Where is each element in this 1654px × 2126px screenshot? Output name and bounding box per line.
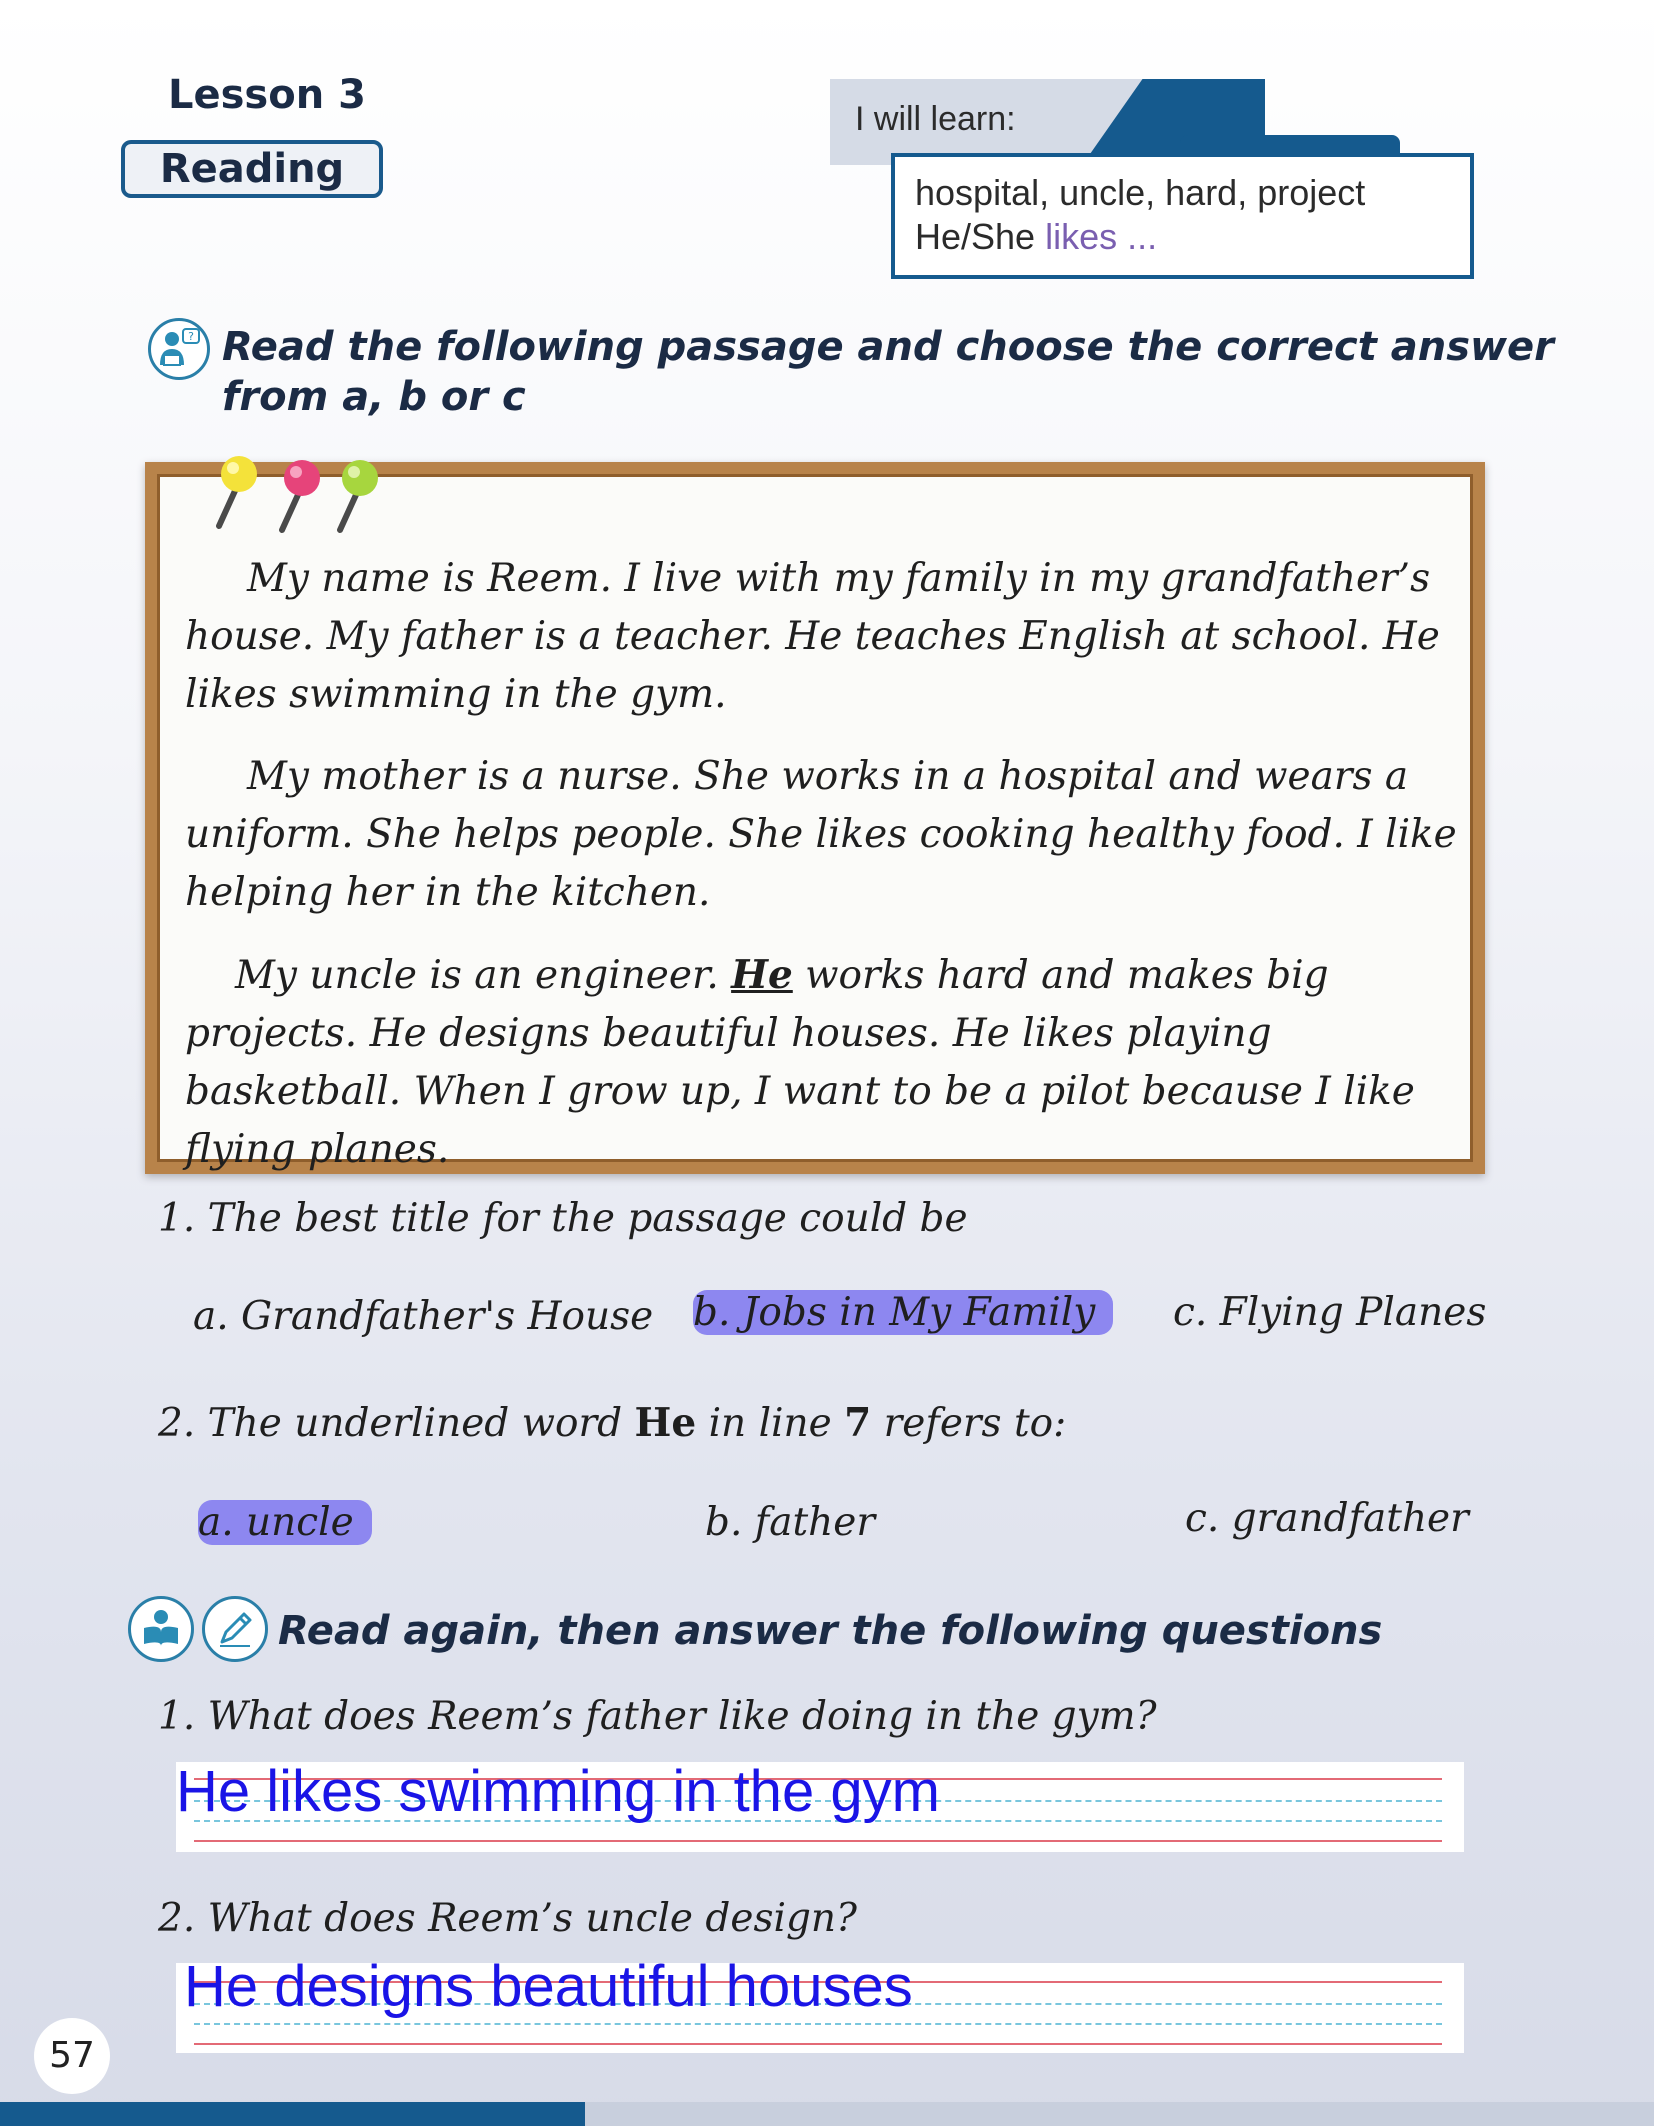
- reading-icon: [128, 1596, 194, 1662]
- mcq2-option-a[interactable]: [198, 1500, 372, 1545]
- pencil-icon: [202, 1596, 268, 1662]
- passage-paragraph-3: My uncle is an engineer. He works hard and makes big projects. He designs beautiful houses. He likes playing basketball. When I grow up, I want to be a pilot because I like flying planes.: [185, 952, 1415, 1172]
- mcq2-question: 2. The underlined word He in line 7 refers to:: [158, 1400, 1067, 1446]
- yellow-pin-icon: [205, 452, 265, 532]
- learn-vocabulary: hospital, uncle, hard, project: [915, 172, 1366, 213]
- open-question-2: 2. What does Reem’s uncle design?: [158, 1896, 857, 1941]
- reading-question-icon: [148, 318, 210, 380]
- pink-pin-icon: [268, 456, 328, 536]
- section2-instruction: Read again, then answer the following questions: [278, 1608, 1383, 1654]
- lesson-title: Lesson 3: [168, 72, 366, 118]
- mcq1-option-b[interactable]: [693, 1290, 1113, 1335]
- reading-passage: [185, 550, 1465, 1203]
- learn-objectives-box: [891, 153, 1474, 279]
- learn-grammar: He/She likes ...: [915, 216, 1158, 257]
- mcq1-option-a[interactable]: a. Grandfather's House: [193, 1294, 654, 1339]
- mcq1-question: 1. The best title for the passage could be: [158, 1196, 968, 1241]
- footer-bar-accent: [0, 2102, 585, 2126]
- passage-paragraph-1: My name is Reem. I live with my family in my grandfather’s house. My father is a teacher. He teaches English at school. He likes swimming in the gym.: [185, 556, 1440, 717]
- answer-field-2[interactable]: [176, 1954, 1464, 2053]
- answer-field-1[interactable]: [176, 1759, 1464, 1852]
- skill-badge: Reading: [121, 140, 383, 198]
- answer-text-1: He likes swimming in the gym: [176, 1759, 940, 1824]
- page-number: 57: [34, 2018, 110, 2094]
- answer-highlight: b. Jobs in My Family: [693, 1290, 1113, 1335]
- mcq2-option-c[interactable]: c. grandfather: [1185, 1496, 1469, 1541]
- mcq2-option-b[interactable]: b. father: [705, 1500, 875, 1545]
- learn-label: I will learn:: [855, 100, 1016, 138]
- svg-text:?: ?: [188, 330, 194, 343]
- section1-instruction: Read the following passage and choose the correct answer from a, b or c: [222, 324, 1554, 420]
- underlined-word: He: [731, 952, 793, 998]
- answer-highlight: a. uncle: [198, 1500, 372, 1545]
- green-pin-icon: [326, 456, 386, 536]
- passage-paragraph-2: My mother is a nurse. She works in a hospital and wears a uniform. She helps people. She likes cooking healthy food. I like helping her in the kitchen.: [185, 754, 1457, 915]
- open-question-1: 1. What does Reem’s father like doing in the gym?: [158, 1694, 1157, 1739]
- answer-text-2: He designs beautiful houses: [184, 1954, 913, 2019]
- mcq1-option-c[interactable]: c. Flying Planes: [1173, 1290, 1487, 1335]
